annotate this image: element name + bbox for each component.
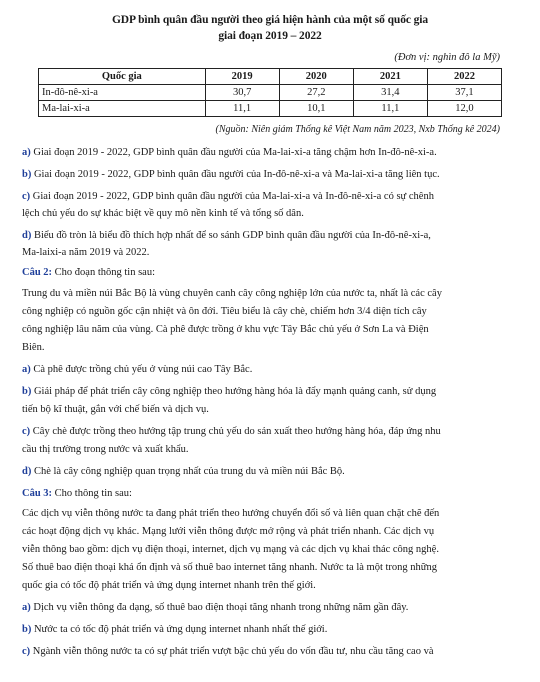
statement-text: Ma-laixi-a năm 2019 và 2022. xyxy=(22,247,150,258)
passage-3-line xyxy=(22,507,522,521)
statement-3b xyxy=(22,623,522,637)
gdp-table xyxy=(38,68,502,117)
passage-2-line xyxy=(22,305,522,319)
passage-3-line xyxy=(22,525,522,539)
statement-text: Ngành viễn thông nước ta có sự phát triển vượt bậc chủ yếu do vốn đầu tư, nhu cầu tăng cao và xyxy=(32,646,434,657)
option-label: d) xyxy=(22,466,32,477)
statement-1d xyxy=(22,229,522,243)
statement-2b xyxy=(22,385,522,399)
header-2020: 2020 xyxy=(279,69,353,85)
country-cell: In-đô-nê-xi-a xyxy=(39,85,206,101)
option-label: b) xyxy=(22,169,32,180)
passage-2-line xyxy=(22,323,522,337)
statement-text: Biểu đồ tròn là biểu đồ thích hợp nhất để so sánh GDP bình quân đầu người của In-đô-nê-xi-a, xyxy=(33,230,431,241)
statement-text: tiến bộ kĩ thuật, gắn với chế biến và dịch vụ. xyxy=(22,404,209,415)
option-label: c) xyxy=(22,646,31,657)
passage-3-line xyxy=(22,543,522,557)
passage-text: viễn thông bao gồm: dịch vụ điện thoại, internet, dịch vụ mạng và các dịch vụ khai thác công nghệ. xyxy=(22,544,439,555)
passage-text: Các dịch vụ viễn thông nước ta đang phát triển theo hướng chuyển đổi số và liên quan chặt chẽ đến xyxy=(22,508,440,519)
statement-2b-cont xyxy=(22,403,522,417)
statement-text: Giai đoạn 2019 - 2022, GDP bình quân đầu người của Ma-lai-xi-a tăng chậm hơn In-đô-nê-xi-a. xyxy=(33,147,437,158)
statement-2d xyxy=(22,465,522,479)
statement-1c-cont xyxy=(22,207,522,221)
statement-text: Nước ta có tốc độ phát triển và ứng dụng internet nhanh nhất thế giới. xyxy=(33,624,328,635)
statement-3c xyxy=(22,645,522,659)
option-label: c) xyxy=(22,426,31,437)
statement-2a xyxy=(22,363,522,377)
table-title-line2: giai đoạn 2019 – 2022 xyxy=(218,30,322,42)
option-label: d) xyxy=(22,230,32,241)
country-cell: Ma-lai-xi-a xyxy=(39,101,206,117)
passage-2-line xyxy=(22,341,522,355)
statement-text: Cà phê được trồng chủ yếu ở vùng núi cao Tây Bắc. xyxy=(33,364,253,375)
question-text: Cho đoạn thông tin sau: xyxy=(54,267,156,278)
passage-2-line xyxy=(22,287,522,301)
statement-text: Dịch vụ viễn thông đa dạng, số thuê bao điện thoại tăng nhanh trong những năm gần đây. xyxy=(33,602,409,613)
question-3-heading xyxy=(22,487,522,501)
table-title-line1: GDP bình quân đầu người theo giá hiện hành của một số quốc gia xyxy=(111,14,429,26)
statement-text: Giai đoạn 2019 - 2022, GDP bình quân đầu người của Ma-lai-xi-a và In-đô-nê-xi-a có sự chênh xyxy=(32,191,434,202)
header-2022: 2022 xyxy=(427,69,501,85)
passage-text: quốc gia có tốc độ phát triển và ứng dụng internet nhanh trên thế giới. xyxy=(22,580,316,591)
statement-text: Giai đoạn 2019 - 2022, GDP bình quân đầu người của In-đô-nê-xi-a và Ma-lai-xi-a tăng liên tục. xyxy=(33,169,440,180)
statement-1c xyxy=(22,190,522,204)
option-label: a) xyxy=(22,364,31,375)
question-label: Câu 3: xyxy=(22,488,53,499)
statement-1a xyxy=(22,146,522,160)
statement-text: Giải pháp để phát triển cây công nghiệp theo hướng hàng hóa là đẩy mạnh quảng canh, sử dụng xyxy=(33,386,437,397)
header-2021: 2021 xyxy=(353,69,427,85)
question-2-heading xyxy=(22,266,522,280)
value-cell: 10,1 xyxy=(279,101,353,117)
passage-text: Trung du và miền núi Bắc Bộ là vùng chuyên canh cây công nghiệp lớn của nước ta, nhất là các cây xyxy=(22,288,442,299)
value-cell: 37,1 xyxy=(427,85,501,101)
table-row xyxy=(39,85,502,101)
value-cell: 31,4 xyxy=(353,85,427,101)
value-cell: 11,1 xyxy=(205,101,279,117)
option-label: b) xyxy=(22,386,32,397)
header-2019: 2019 xyxy=(205,69,279,85)
statement-2c xyxy=(22,425,522,439)
passage-text: công nghiệp lâu năm của vùng. Cà phê được trồng ở khu vực Tây Bắc chủ yếu ở Sơn La và Điện xyxy=(22,324,429,335)
table-row xyxy=(39,101,502,117)
passage-text: Số thuê bao điện thoại khá ổn định và số thuê bao internet tăng nhanh. Nước ta là một trong những xyxy=(22,562,437,573)
statement-1d-cont xyxy=(22,246,522,260)
passage-3-line xyxy=(22,579,522,593)
option-label: a) xyxy=(22,147,31,158)
option-label: c) xyxy=(22,191,31,202)
statement-1b xyxy=(22,168,522,182)
passage-text: Biên. xyxy=(22,342,45,353)
statement-text: lệch chủ yếu do sự khác biệt về quy mô nền kinh tế và tổng số dân. xyxy=(22,208,304,219)
statement-text: cầu thị trường trong nước và xuất khẩu. xyxy=(22,444,189,455)
option-label: b) xyxy=(22,624,32,635)
unit-note: (Đơn vị: nghìn đô la Mỹ) xyxy=(394,52,500,63)
question-text: Cho thông tin sau: xyxy=(54,488,132,499)
statement-text: Cây chè được trồng theo hướng tập trung chủ yếu do sản xuất theo hướng hàng hóa, đáp ứng nhu xyxy=(32,426,441,437)
source-note: (Nguồn: Niên giám Thống kê Việt Nam năm 2023, Nxb Thống kê 2024) xyxy=(215,124,500,135)
statement-3a xyxy=(22,601,522,615)
passage-text: công nghiệp có nguồn gốc cận nhiệt và ôn đới. Tiêu biểu là cây chè, chiếm hơn 3/4 diện tích cây xyxy=(22,306,427,317)
passage-text: các hoạt động dịch vụ khác. Mạng lưới viễn thông được mở rộng và phát triển nhanh. Các dịch vụ xyxy=(22,526,435,537)
value-cell: 27,2 xyxy=(279,85,353,101)
statement-2c-cont xyxy=(22,443,522,457)
header-country: Quốc gia xyxy=(39,69,206,85)
question-label: Câu 2: xyxy=(22,267,53,278)
value-cell: 11,1 xyxy=(353,101,427,117)
option-label: a) xyxy=(22,602,31,613)
statement-text: Chè là cây công nghiệp quan trọng nhất của trung du và miền núi Bắc Bộ. xyxy=(33,466,345,477)
table-header-row xyxy=(39,69,502,85)
value-cell: 30,7 xyxy=(205,85,279,101)
passage-3-line xyxy=(22,561,522,575)
value-cell: 12,0 xyxy=(427,101,501,117)
